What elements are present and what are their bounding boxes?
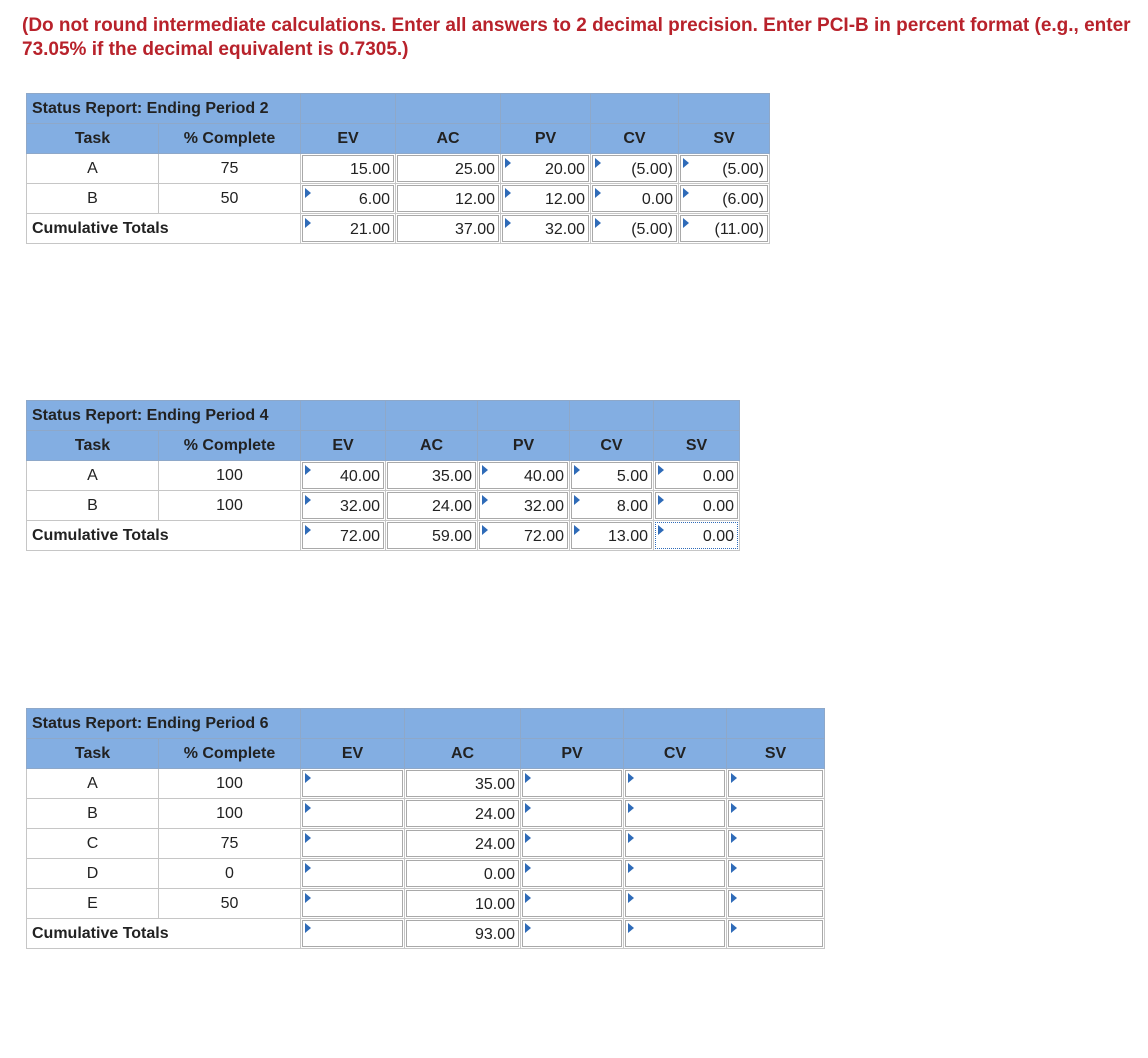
cv-total-input[interactable]: 13.00 <box>571 522 652 549</box>
ev-input[interactable] <box>302 830 403 857</box>
col-header-pv: PV <box>521 739 624 769</box>
input-marker-icon <box>305 465 311 475</box>
input-marker-icon <box>658 465 664 475</box>
cumulative-totals-label: Cumulative Totals <box>27 214 301 244</box>
task-name: B <box>27 491 159 521</box>
ac-total-input[interactable]: 37.00 <box>397 215 499 242</box>
pv-input[interactable]: 32.00 <box>479 492 568 519</box>
table-row <box>27 889 825 919</box>
cv-total-input[interactable]: (5.00) <box>592 215 677 242</box>
ev-input[interactable] <box>302 800 403 827</box>
sv-total-input[interactable]: (11.00) <box>680 215 768 242</box>
input-marker-icon <box>731 863 737 873</box>
percent-complete: 100 <box>159 769 301 799</box>
percent-complete: 0 <box>159 859 301 889</box>
sv-input[interactable]: 0.00 <box>655 492 738 519</box>
input-marker-icon <box>525 833 531 843</box>
pv-input[interactable]: 12.00 <box>502 185 589 212</box>
col-header-pct-complete: % Complete <box>159 124 301 154</box>
table-row <box>27 154 770 184</box>
col-header-sv: SV <box>654 431 740 461</box>
col-header-cv: CV <box>591 124 679 154</box>
table-row <box>27 799 825 829</box>
cv-input[interactable] <box>625 800 725 827</box>
ev-input[interactable] <box>302 860 403 887</box>
col-header-task: Task <box>27 739 159 769</box>
task-name: A <box>27 769 159 799</box>
table-row <box>27 769 825 799</box>
col-header-pct-complete: % Complete <box>159 431 301 461</box>
sv-input[interactable] <box>728 800 823 827</box>
table-row <box>27 829 825 859</box>
col-header-sv: SV <box>679 124 770 154</box>
col-header-ac: AC <box>386 431 478 461</box>
report-title: Status Report: Ending Period 6 <box>27 709 301 739</box>
input-marker-icon <box>628 923 634 933</box>
input-marker-icon <box>628 833 634 843</box>
task-name: E <box>27 889 159 919</box>
table-row <box>27 491 740 521</box>
status-report-period-6 <box>26 708 825 949</box>
cv-input[interactable]: 8.00 <box>571 492 652 519</box>
percent-complete: 100 <box>159 491 301 521</box>
input-marker-icon <box>595 188 601 198</box>
input-marker-icon <box>505 158 511 168</box>
input-marker-icon <box>731 833 737 843</box>
pv-input[interactable] <box>522 800 622 827</box>
table-row <box>27 859 825 889</box>
col-header-cv: CV <box>624 739 727 769</box>
percent-complete: 75 <box>159 154 301 184</box>
input-marker-icon <box>505 188 511 198</box>
col-header-ev: EV <box>301 124 396 154</box>
ac-input[interactable]: 10.00 <box>406 890 519 917</box>
ev-total-input[interactable] <box>302 920 403 947</box>
ev-input[interactable]: 15.00 <box>302 155 394 182</box>
input-marker-icon <box>305 863 311 873</box>
table-row <box>27 461 740 491</box>
pv-total-input[interactable] <box>522 920 622 947</box>
pv-total-input[interactable]: 32.00 <box>502 215 589 242</box>
ac-input[interactable]: 35.00 <box>406 770 519 797</box>
ev-input[interactable]: 6.00 <box>302 185 394 212</box>
ac-input[interactable]: 35.00 <box>387 462 476 489</box>
input-marker-icon <box>305 833 311 843</box>
report-title: Status Report: Ending Period 2 <box>27 94 301 124</box>
col-header-pct-complete: % Complete <box>159 739 301 769</box>
ev-input[interactable]: 32.00 <box>302 492 384 519</box>
sv-input[interactable]: 0.00 <box>655 462 738 489</box>
percent-complete: 50 <box>159 184 301 214</box>
table-row <box>27 184 770 214</box>
input-marker-icon <box>305 923 311 933</box>
input-marker-icon <box>482 465 488 475</box>
ev-input[interactable] <box>302 770 403 797</box>
pv-input[interactable] <box>522 830 622 857</box>
input-marker-icon <box>683 188 689 198</box>
cv-input[interactable] <box>625 770 725 797</box>
input-marker-icon <box>683 218 689 228</box>
totals-row <box>27 214 770 244</box>
input-marker-icon <box>305 773 311 783</box>
percent-complete: 75 <box>159 829 301 859</box>
input-marker-icon <box>731 923 737 933</box>
input-marker-icon <box>628 803 634 813</box>
pv-input[interactable] <box>522 770 622 797</box>
input-marker-icon <box>305 495 311 505</box>
task-name: D <box>27 859 159 889</box>
sv-total-input[interactable] <box>728 920 823 947</box>
percent-complete: 50 <box>159 889 301 919</box>
pv-input[interactable] <box>522 890 622 917</box>
task-name: B <box>27 799 159 829</box>
cumulative-totals-label: Cumulative Totals <box>27 521 301 551</box>
task-name: A <box>27 154 159 184</box>
percent-complete: 100 <box>159 461 301 491</box>
ac-input[interactable]: 12.00 <box>397 185 499 212</box>
status-report-period-4 <box>26 400 740 551</box>
input-marker-icon <box>574 495 580 505</box>
percent-complete: 100 <box>159 799 301 829</box>
sv-input[interactable]: (6.00) <box>680 185 768 212</box>
sv-input[interactable]: (5.00) <box>680 155 768 182</box>
instructions-text: (Do not round intermediate calculations. Enter all answers to 2 decimal precision. Enter PCI-B in percent format (e.g., enter 73.05% if the decimal equivalent is 0.7305.) <box>22 15 1131 60</box>
input-marker-icon <box>505 218 511 228</box>
input-marker-icon <box>628 863 634 873</box>
report-title: Status Report: Ending Period 4 <box>27 401 301 431</box>
col-header-cv: CV <box>570 431 654 461</box>
col-header-task: Task <box>27 431 159 461</box>
input-marker-icon <box>525 893 531 903</box>
cv-input[interactable]: 0.00 <box>592 185 677 212</box>
ac-total-input[interactable]: 93.00 <box>406 920 519 947</box>
input-marker-icon <box>305 525 311 535</box>
ac-input[interactable]: 24.00 <box>387 492 476 519</box>
input-marker-icon <box>658 525 664 535</box>
sv-input[interactable] <box>728 860 823 887</box>
cv-input[interactable]: 5.00 <box>571 462 652 489</box>
ac-input[interactable]: 25.00 <box>397 155 499 182</box>
col-header-pv: PV <box>478 431 570 461</box>
ac-input[interactable]: 24.00 <box>406 830 519 857</box>
input-marker-icon <box>305 893 311 903</box>
col-header-sv: SV <box>727 739 825 769</box>
task-name: C <box>27 829 159 859</box>
pv-input[interactable]: 20.00 <box>502 155 589 182</box>
ev-input[interactable]: 40.00 <box>302 462 384 489</box>
col-header-ev: EV <box>301 739 405 769</box>
input-marker-icon <box>525 923 531 933</box>
input-marker-icon <box>683 158 689 168</box>
sv-input[interactable] <box>728 830 823 857</box>
col-header-task: Task <box>27 124 159 154</box>
input-marker-icon <box>305 803 311 813</box>
cv-input[interactable]: (5.00) <box>592 155 677 182</box>
pv-total-input[interactable]: 72.00 <box>479 522 568 549</box>
task-name: B <box>27 184 159 214</box>
input-marker-icon <box>525 803 531 813</box>
col-header-ac: AC <box>405 739 521 769</box>
input-marker-icon <box>525 773 531 783</box>
input-marker-icon <box>482 495 488 505</box>
col-header-ev: EV <box>301 431 386 461</box>
ac-input[interactable]: 24.00 <box>406 800 519 827</box>
input-marker-icon <box>525 863 531 873</box>
input-marker-icon <box>731 773 737 783</box>
ac-total-input[interactable]: 59.00 <box>387 522 476 549</box>
input-marker-icon <box>305 188 311 198</box>
cv-input[interactable] <box>625 860 725 887</box>
input-marker-icon <box>574 525 580 535</box>
sv-total-input[interactable]: 0.00 <box>655 522 738 549</box>
input-marker-icon <box>628 893 634 903</box>
pv-input[interactable] <box>522 860 622 887</box>
cv-input[interactable] <box>625 830 725 857</box>
sv-input[interactable] <box>728 890 823 917</box>
totals-row <box>27 521 740 551</box>
input-marker-icon <box>595 218 601 228</box>
input-marker-icon <box>658 495 664 505</box>
cv-input[interactable] <box>625 890 725 917</box>
status-report-period-2 <box>26 93 770 244</box>
input-marker-icon <box>305 218 311 228</box>
pv-input[interactable]: 40.00 <box>479 462 568 489</box>
input-marker-icon <box>574 465 580 475</box>
ev-total-input[interactable]: 21.00 <box>302 215 394 242</box>
cumulative-totals-label: Cumulative Totals <box>27 919 301 949</box>
cv-total-input[interactable] <box>625 920 725 947</box>
ac-input[interactable]: 0.00 <box>406 860 519 887</box>
ev-input[interactable] <box>302 890 403 917</box>
sv-input[interactable] <box>728 770 823 797</box>
input-marker-icon <box>628 773 634 783</box>
input-marker-icon <box>482 525 488 535</box>
input-marker-icon <box>731 893 737 903</box>
ev-total-input[interactable]: 72.00 <box>302 522 384 549</box>
totals-row <box>27 919 825 949</box>
task-name: A <box>27 461 159 491</box>
input-marker-icon <box>731 803 737 813</box>
col-header-ac: AC <box>396 124 501 154</box>
col-header-pv: PV <box>501 124 591 154</box>
input-marker-icon <box>595 158 601 168</box>
